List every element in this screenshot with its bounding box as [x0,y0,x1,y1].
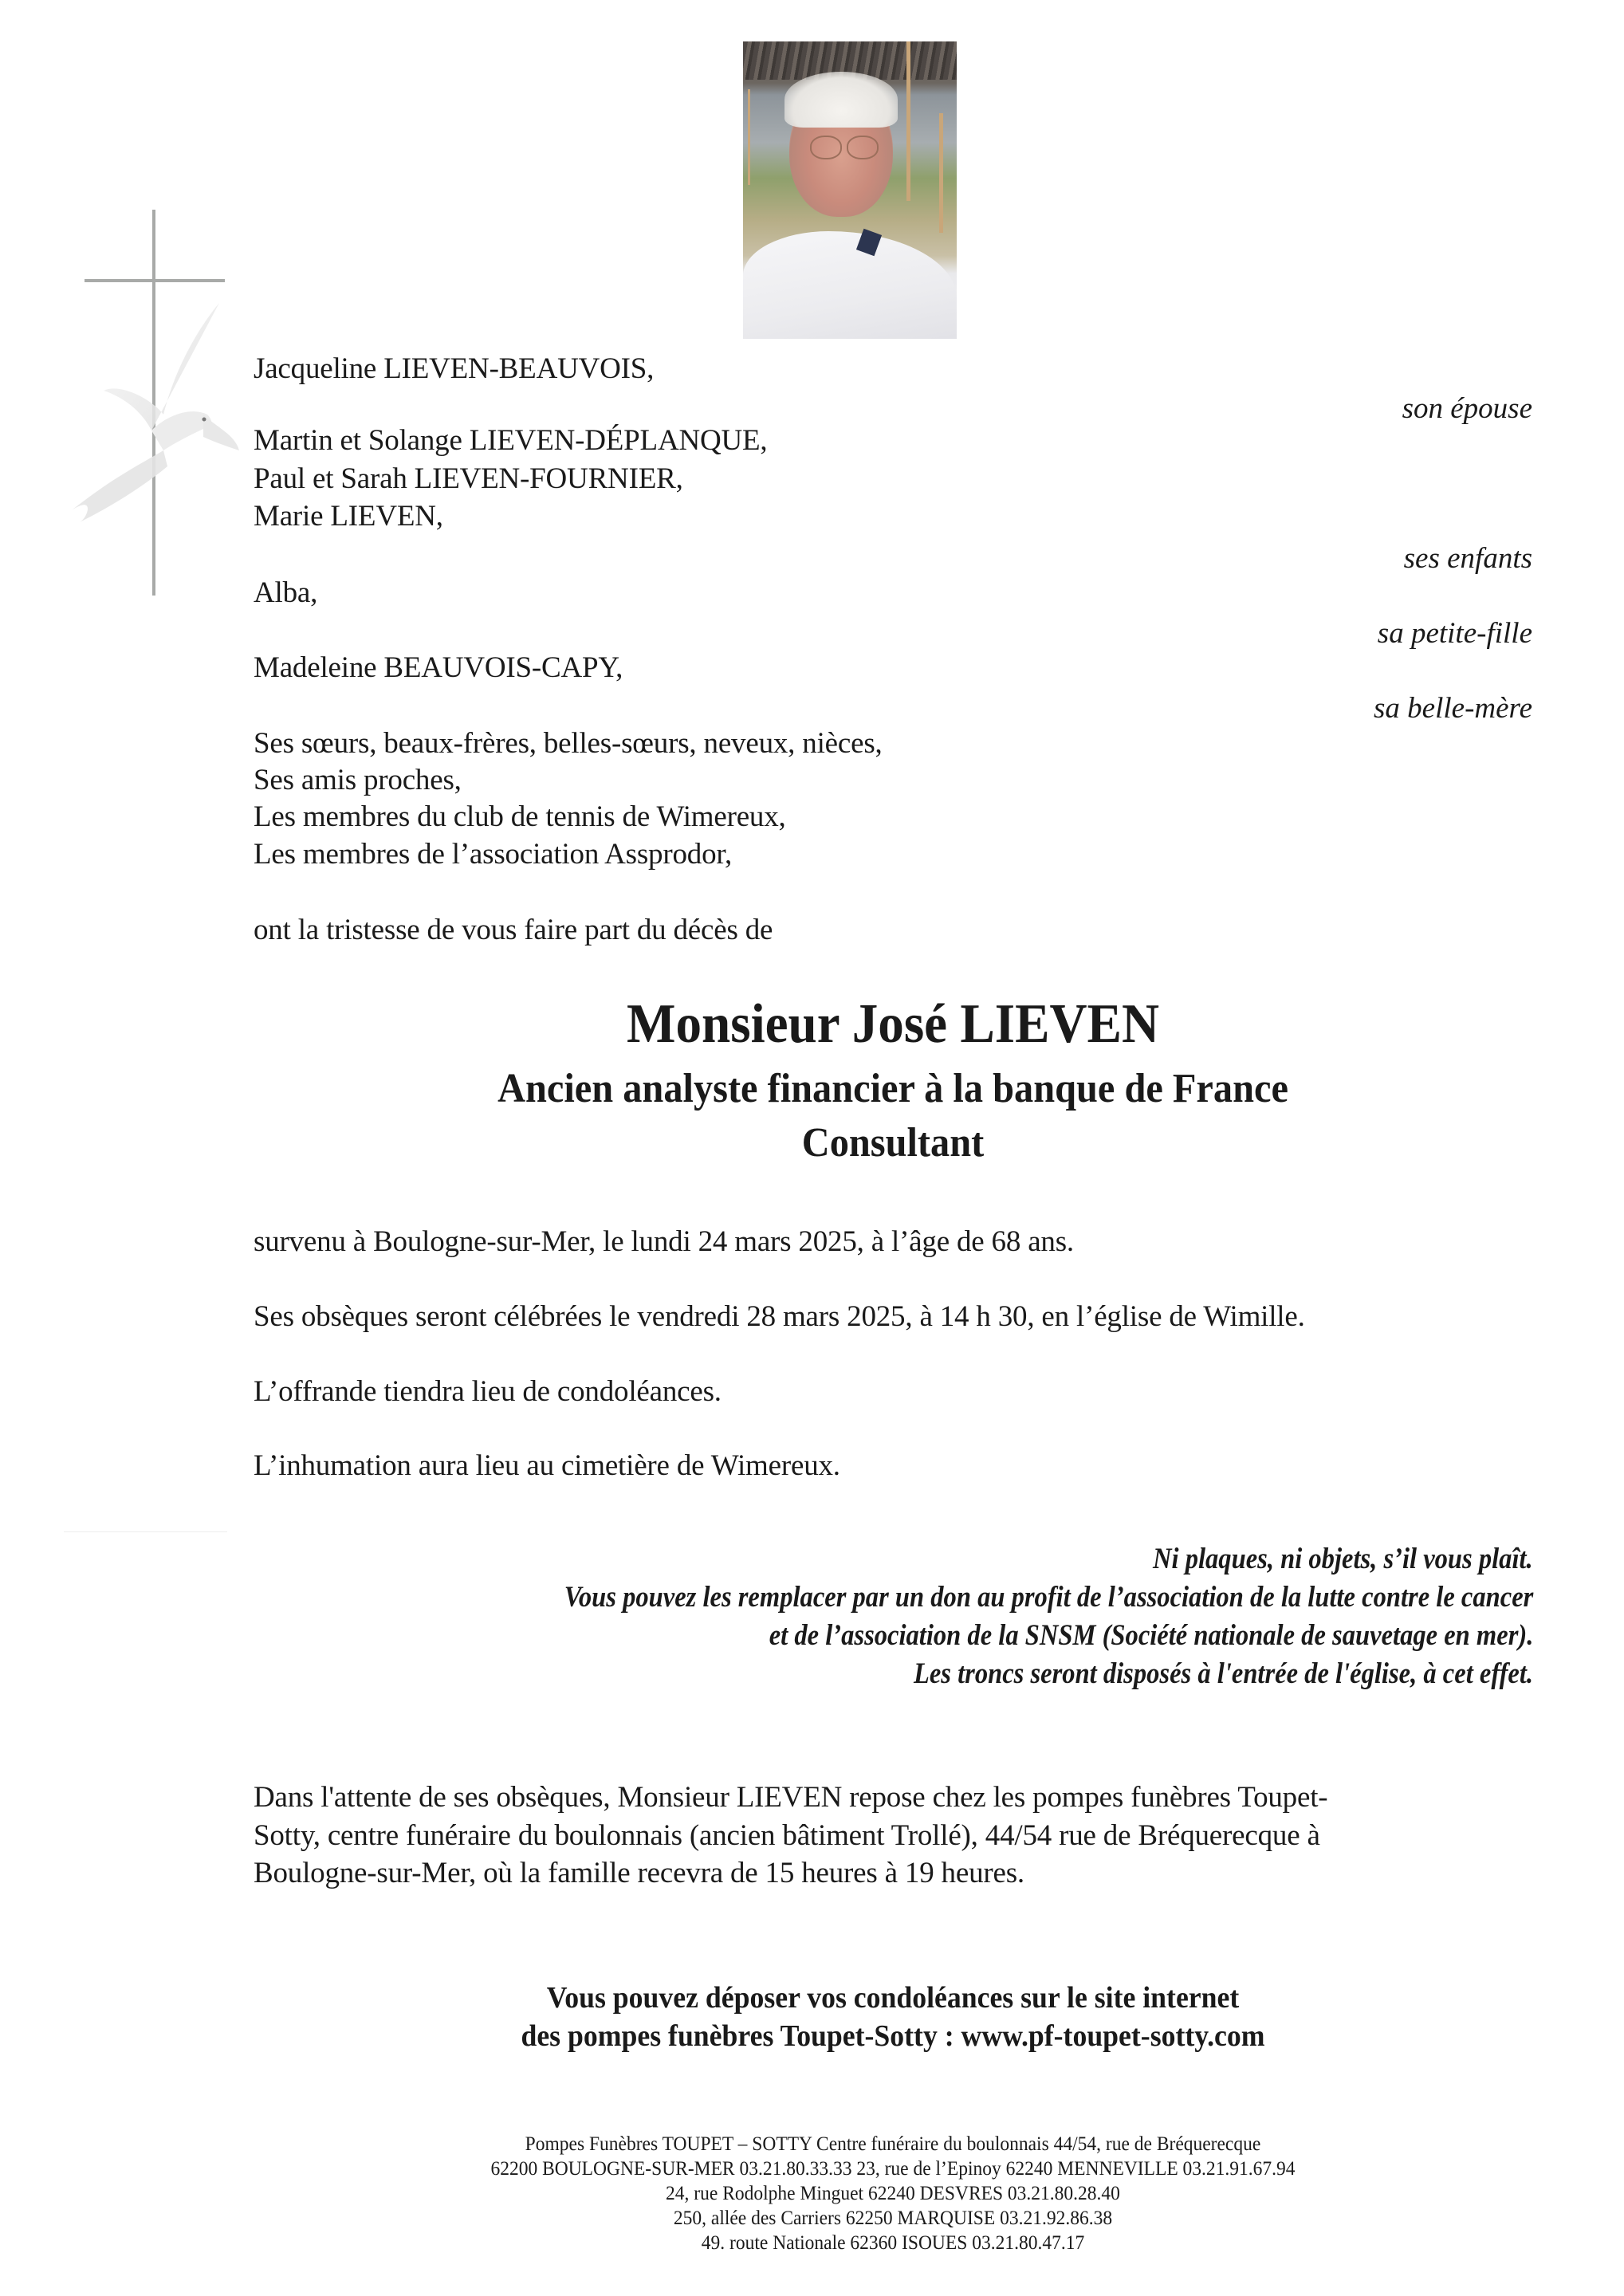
detail-line: L’offrande tiendra lieu de condoléances. [254,1375,722,1408]
family-line: Marie LIEVEN, [254,500,443,533]
family-line: Ses amis proches, [254,764,462,796]
detail-line: L’inhumation aura lieu au cimetière de Wimereux. [254,1449,840,1482]
footer-line: 62200 BOULOGNE-SUR-MER 03.21.80.33.33 23, rue de l’Epinoy 62240 MENNEVILLE 03.21.91.67.94 [490,2158,1296,2180]
family-line: Les membres du club de tennis de Wimereux, [254,800,786,833]
portrait-shirt [743,231,957,339]
family-line: Ses sœurs, beaux-frères, belles-sœurs, neveux, nièces, [254,727,883,760]
footer-line: 49. route Nationale 62360 ISOUES 03.21.80.47.17 [701,2232,1085,2254]
deceased-name: Monsieur José LIEVEN [627,993,1159,1055]
family-line: Jacqueline LIEVEN-BEAUVOIS, [254,352,655,385]
footer-line: 250, allée des Carriers 62250 MARQUISE 03.21.92.86.38 [673,2208,1113,2229]
condolences-website-line[interactable]: des pompes funèbres Toupet-Sotty : www.pf-toupet-sotty.com [521,2019,1265,2053]
footer-line: Pompes Funèbres TOUPET – SOTTY Centre funéraire du boulonnais 44/54, rue de Bréquerecque [525,2133,1261,2155]
footer-line: 24, rue Rodolphe Minguet 62240 DESVRES 03.21.80.28.40 [666,2183,1120,2204]
family-line: Les membres de l’association Assprodor, [254,838,733,871]
notice-line: Vous pouvez les remplacer par un don au profit de l’association de la lutte contre le cancer [564,1581,1533,1614]
family-line: Alba, [254,576,318,609]
detail-line: Ses obsèques seront célébrées le vendredi 28 mars 2025, à 14 h 30, en l’église de Wimille. [254,1300,1305,1333]
condolences-line: Vous pouvez déposer vos condoléances sur le site internet [546,1981,1240,2015]
notice-line: et de l’association de la SNSM (Société nationale de sauvetage en mer). [769,1619,1533,1652]
dove-icon [56,295,247,526]
viewing-line: Dans l'attente de ses obsèques, Monsieur LIEVEN repose chez les pompes funèbres Toupet- [254,1781,1328,1814]
notice-line: Ni plaques, ni objets, s’il vous plaît. [1153,1543,1533,1575]
portrait-hair [784,72,898,128]
portrait-glasses [808,136,879,158]
notice-line: Les troncs seront disposés à l'entrée de l'église, à cet effet. [913,1657,1533,1690]
detail-line: survenu à Boulogne-sur-Mer, le lundi 24 mars 2025, à l’âge de 68 ans. [254,1225,1074,1258]
deceased-occupation: Consultant [801,1120,985,1166]
parasol-pole [939,113,943,233]
cross-horizontal-bar [85,279,225,282]
parasol-pole [748,89,750,185]
family-line: Paul et Sarah LIEVEN-FOURNIER, [254,462,683,495]
relation-label: sa petite-fille [1377,617,1532,650]
relation-label: sa belle-mère [1374,692,1532,725]
viewing-line: Boulogne-sur-Mer, où la famille recevra de 15 heures à 19 heures. [254,1857,1024,1889]
scan-artifact-rule [64,1531,227,1532]
family-line: Madeleine BEAUVOIS-CAPY, [254,651,623,684]
deceased-title: Ancien analyste financier à la banque de France [497,1066,1288,1111]
viewing-line: Sotty, centre funéraire du boulonnais (ancien bâtiment Trollé), 44/54 rue de Bréquerecque à [254,1819,1320,1852]
relation-label: ses enfants [1403,542,1532,575]
family-line: Martin et Solange LIEVEN-DÉPLANQUE, [254,424,768,457]
portrait-photo [743,41,957,339]
relation-label: son épouse [1402,392,1532,425]
parasol-pole [906,41,910,201]
announcement-text: ont la tristesse de vous faire part du décès de [254,914,773,946]
